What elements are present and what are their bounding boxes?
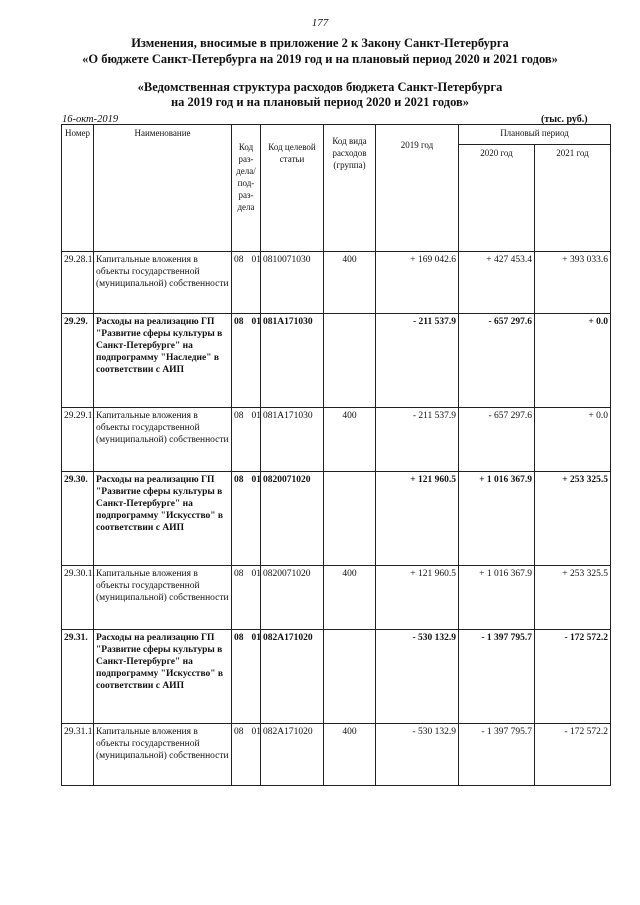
row-podrazdel: 01 xyxy=(251,633,261,643)
row-amount-2020: - 1 397 795.7 xyxy=(459,724,535,786)
row-number: 29.31.1. xyxy=(62,724,94,786)
row-name: Капитальные вложения в объекты государственной (муниципальной) собственности xyxy=(94,252,232,314)
document-title-line-1: Изменения, вносимые в приложение 2 к Закону Санкт-Петербурга xyxy=(131,36,509,50)
row-name: Капитальные вложения в объекты государственной (муниципальной) собственности xyxy=(94,566,232,630)
page-number: 177 xyxy=(311,17,329,29)
row-expense-type xyxy=(324,472,376,566)
document-title-line-3: «Ведомственная структура расходов бюджета Санкт-Петербурга xyxy=(137,80,503,94)
header-planned-period: Плановый период xyxy=(459,125,611,145)
header-year-2020: 2020 год xyxy=(459,145,535,252)
row-section-code xyxy=(232,472,261,566)
row-expense-type xyxy=(324,314,376,408)
row-target-code: 082А171020 xyxy=(261,724,324,786)
row-name: Капитальные вложения в объекты государственной (муниципальной) собственности xyxy=(94,724,232,786)
row-amount-2019: - 530 132.9 xyxy=(376,724,459,786)
budget-table xyxy=(61,124,611,786)
table-row xyxy=(62,408,611,472)
row-razdel: 08 xyxy=(234,411,244,421)
row-razdel: 08 xyxy=(234,475,244,485)
row-amount-2021: + 0.0 xyxy=(535,314,611,408)
row-expense-type: 400 xyxy=(324,408,376,472)
row-amount-2020: - 1 397 795.7 xyxy=(459,630,535,724)
row-razdel: 08 xyxy=(234,727,244,737)
row-amount-2020: + 1 016 367.9 xyxy=(459,566,535,630)
header-section-code: Код раз-дела/ под-раз-дела xyxy=(232,125,261,252)
row-podrazdel: 01 xyxy=(251,569,261,579)
row-target-code: 081А171030 xyxy=(261,408,324,472)
table-row xyxy=(62,314,611,408)
row-podrazdel: 01 xyxy=(251,255,261,265)
row-amount-2021: + 253 325.5 xyxy=(535,472,611,566)
row-expense-type: 400 xyxy=(324,566,376,630)
row-section-code xyxy=(232,724,261,786)
row-section-code xyxy=(232,314,261,408)
row-section-code xyxy=(232,630,261,724)
row-razdel: 08 xyxy=(234,255,244,265)
row-target-code: 0810071030 xyxy=(261,252,324,314)
row-amount-2020: + 427 453.4 xyxy=(459,252,535,314)
row-number: 29.31. xyxy=(62,630,94,724)
row-section-code xyxy=(232,408,261,472)
row-podrazdel: 01 xyxy=(251,317,261,327)
row-podrazdel: 01 xyxy=(251,475,261,485)
row-section-code xyxy=(232,566,261,630)
table-row xyxy=(62,566,611,630)
row-amount-2020: - 657 297.6 xyxy=(459,408,535,472)
row-amount-2021: - 172 572.2 xyxy=(535,724,611,786)
table-row xyxy=(62,472,611,566)
header-target-code: Код целевой статьи xyxy=(261,125,324,252)
row-expense-type: 400 xyxy=(324,724,376,786)
row-name: Расходы на реализацию ГП "Развитие сферы культуры в Санкт-Петербурге" на подпрограмму "Искусство" в соответствии с АИП xyxy=(94,472,232,566)
row-name: Капитальные вложения в объекты государственной (муниципальной) собственности xyxy=(94,408,232,472)
row-target-code: 0820071020 xyxy=(261,472,324,566)
row-podrazdel: 01 xyxy=(251,411,261,421)
table-body xyxy=(62,252,611,786)
row-amount-2020: - 657 297.6 xyxy=(459,314,535,408)
row-number: 29.28.1. xyxy=(62,252,94,314)
row-amount-2019: + 169 042.6 xyxy=(376,252,459,314)
row-target-code: 081А171030 xyxy=(261,314,324,408)
header-year-2019: 2019 год xyxy=(376,125,459,252)
row-amount-2019: - 211 537.9 xyxy=(376,314,459,408)
header-year-2021: 2021 год xyxy=(535,145,611,252)
row-number: 29.30. xyxy=(62,472,94,566)
row-expense-type xyxy=(324,630,376,724)
document-title-line-4: на 2019 год и на плановый период 2020 и 2021 годов» xyxy=(170,95,470,109)
units-label: (тыс. руб.) xyxy=(541,114,588,125)
row-amount-2020: + 1 016 367.9 xyxy=(459,472,535,566)
row-razdel: 08 xyxy=(234,317,244,327)
table-row xyxy=(62,252,611,314)
row-target-code: 0820071020 xyxy=(261,566,324,630)
row-amount-2021: - 172 572.2 xyxy=(535,630,611,724)
row-amount-2019: - 211 537.9 xyxy=(376,408,459,472)
table-row xyxy=(62,630,611,724)
document-date: 16-окт-2019 xyxy=(62,114,119,125)
row-section-code xyxy=(232,252,261,314)
row-amount-2019: + 121 960.5 xyxy=(376,566,459,630)
document-title-line-2: «О бюджете Санкт-Петербурга на 2019 год и на плановый период 2020 и 2021 годов» xyxy=(82,52,558,66)
row-amount-2019: - 530 132.9 xyxy=(376,630,459,724)
row-amount-2021: + 393 033.6 xyxy=(535,252,611,314)
table-row xyxy=(62,724,611,786)
row-name: Расходы на реализацию ГП "Развитие сферы культуры в Санкт-Петербурге" на подпрограмму "Искусство" в соответствии с АИП xyxy=(94,630,232,724)
row-razdel: 08 xyxy=(234,569,244,579)
row-number: 29.29. xyxy=(62,314,94,408)
row-number: 29.30.1. xyxy=(62,566,94,630)
row-podrazdel: 01 xyxy=(251,727,261,737)
row-target-code: 082А171020 xyxy=(261,630,324,724)
row-amount-2021: + 253 325.5 xyxy=(535,566,611,630)
row-amount-2021: + 0.0 xyxy=(535,408,611,472)
row-number: 29.29.1. xyxy=(62,408,94,472)
header-expense-type-code: Код вида расходов (группа) xyxy=(324,125,376,252)
header-number: Номер xyxy=(62,125,94,252)
table-header xyxy=(62,125,611,252)
row-amount-2019: + 121 960.5 xyxy=(376,472,459,566)
header-name: Наименование xyxy=(94,125,232,252)
row-expense-type: 400 xyxy=(324,252,376,314)
row-razdel: 08 xyxy=(234,633,244,643)
row-name: Расходы на реализацию ГП "Развитие сферы культуры в Санкт-Петербурге" на подпрограмму "Наследие" в соответствии с АИП xyxy=(94,314,232,408)
